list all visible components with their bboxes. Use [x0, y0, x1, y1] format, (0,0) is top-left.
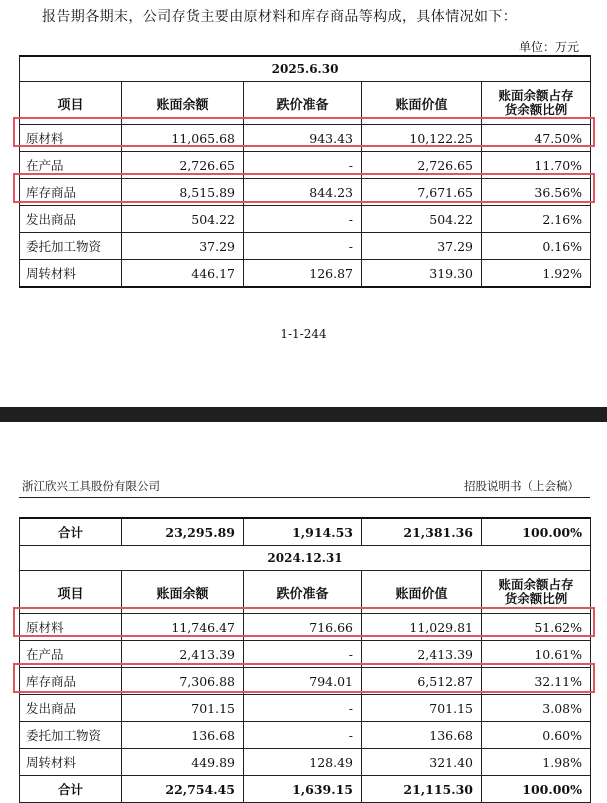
cell-book-balance: 446.17 — [122, 260, 244, 288]
cell-book-value: 136.68 — [362, 722, 482, 749]
table-row — [20, 641, 591, 668]
cell-total-label: 合计 — [20, 776, 122, 803]
table-row — [20, 179, 591, 206]
table-date: 2025.6.30 — [20, 56, 591, 82]
cell-ratio: 47.50% — [482, 125, 591, 152]
cell-impairment: 1,639.15 — [244, 776, 362, 803]
cell-ratio: 10.61% — [482, 641, 591, 668]
cell-item: 委托加工物资 — [20, 233, 122, 260]
cell-impairment: - — [244, 206, 362, 233]
cell-impairment: 943.43 — [244, 125, 362, 152]
table-row — [20, 260, 591, 288]
ratio-header-line2: 货余额比例 — [504, 590, 568, 606]
cell-ratio: 0.16% — [482, 233, 591, 260]
cell-item: 在产品 — [20, 641, 122, 668]
table-row — [20, 233, 591, 260]
cell-ratio: 2.16% — [482, 206, 591, 233]
unit-label: 单位：万元 — [518, 40, 579, 54]
cell-ratio: 0.60% — [482, 722, 591, 749]
cell-book-balance: 504.22 — [122, 206, 244, 233]
cell-book-balance: 136.68 — [122, 722, 244, 749]
table-row — [20, 668, 591, 695]
table-row — [20, 614, 591, 641]
cell-impairment: - — [244, 722, 362, 749]
cell-book-balance: 23,295.89 — [122, 518, 244, 546]
table-total-row — [20, 518, 591, 546]
table-row — [20, 695, 591, 722]
col-header-item: 项目 — [20, 571, 122, 614]
cell-book-balance: 11,746.47 — [122, 614, 244, 641]
cell-item: 周转材料 — [20, 260, 122, 288]
page-header-rule — [19, 497, 590, 498]
cell-impairment: 1,914.53 — [244, 518, 362, 546]
cell-ratio: 100.00% — [482, 776, 591, 803]
inventory-table-2025-06-30 — [19, 55, 591, 288]
cell-book-balance: 701.15 — [122, 695, 244, 722]
cell-ratio: 1.92% — [482, 260, 591, 288]
cell-impairment: 128.49 — [244, 749, 362, 776]
table-row — [20, 722, 591, 749]
cell-item: 周转材料 — [20, 749, 122, 776]
cell-book-value: 7,671.65 — [362, 179, 482, 206]
cell-book-value: 21,381.36 — [362, 518, 482, 546]
ratio-header-line2: 货余额比例 — [504, 101, 568, 117]
cell-item: 发出商品 — [20, 695, 122, 722]
cell-book-value: 6,512.87 — [362, 668, 482, 695]
col-header-book-balance: 账面余额 — [122, 82, 244, 125]
col-header-ratio — [482, 82, 591, 125]
cell-impairment: 844.23 — [244, 179, 362, 206]
cell-item: 库存商品 — [20, 179, 122, 206]
table-row — [20, 749, 591, 776]
table-total-row — [20, 776, 591, 803]
cell-book-balance: 2,413.39 — [122, 641, 244, 668]
col-header-impairment: 跌价准备 — [244, 82, 362, 125]
cell-book-value: 319.30 — [362, 260, 482, 288]
cell-impairment: - — [244, 152, 362, 179]
cell-book-value: 504.22 — [362, 206, 482, 233]
table-header-row — [20, 571, 591, 614]
table-row — [20, 125, 591, 152]
cell-book-balance: 37.29 — [122, 233, 244, 260]
col-header-item: 项目 — [20, 82, 122, 125]
inventory-table-2024-12-31 — [19, 517, 591, 803]
table-row — [20, 206, 591, 233]
cell-item: 在产品 — [20, 152, 122, 179]
cell-impairment: - — [244, 233, 362, 260]
table-date-row — [20, 56, 591, 82]
cell-ratio: 36.56% — [482, 179, 591, 206]
cell-book-balance: 8,515.89 — [122, 179, 244, 206]
cell-book-balance: 2,726.65 — [122, 152, 244, 179]
table-header-row — [20, 82, 591, 125]
cell-impairment: - — [244, 641, 362, 668]
cell-ratio: 51.62% — [482, 614, 591, 641]
col-header-book-value: 账面价值 — [362, 571, 482, 614]
cell-book-value: 10,122.25 — [362, 125, 482, 152]
cell-ratio: 3.08% — [482, 695, 591, 722]
cell-ratio: 100.00% — [482, 518, 591, 546]
cell-item: 发出商品 — [20, 206, 122, 233]
cell-item: 原材料 — [20, 614, 122, 641]
cell-book-balance: 11,065.68 — [122, 125, 244, 152]
cell-item: 委托加工物资 — [20, 722, 122, 749]
page-separator — [0, 407, 607, 422]
cell-book-balance: 22,754.45 — [122, 776, 244, 803]
cell-book-value: 11,029.81 — [362, 614, 482, 641]
cell-book-value: 321.40 — [362, 749, 482, 776]
cell-impairment: 126.87 — [244, 260, 362, 288]
cell-impairment: 716.66 — [244, 614, 362, 641]
cell-book-value: 21,115.30 — [362, 776, 482, 803]
page-number: 1-1-244 — [280, 327, 327, 341]
col-header-book-value: 账面价值 — [362, 82, 482, 125]
cell-ratio: 11.70% — [482, 152, 591, 179]
page-header-doc-title: 招股说明书（上会稿） — [464, 479, 579, 493]
cell-ratio: 32.11% — [482, 668, 591, 695]
col-header-impairment: 跌价准备 — [244, 571, 362, 614]
cell-item: 原材料 — [20, 125, 122, 152]
ratio-header-line1: 账面余额占存 — [498, 576, 574, 592]
cell-book-value: 2,726.65 — [362, 152, 482, 179]
cell-impairment: - — [244, 695, 362, 722]
col-header-book-balance: 账面余额 — [122, 571, 244, 614]
page-header-company: 浙江欣兴工具股份有限公司 — [22, 479, 160, 493]
cell-item: 库存商品 — [20, 668, 122, 695]
cell-book-value: 37.29 — [362, 233, 482, 260]
cell-book-balance: 7,306.88 — [122, 668, 244, 695]
cell-ratio: 1.98% — [482, 749, 591, 776]
table-row — [20, 152, 591, 179]
table-date: 2024.12.31 — [20, 546, 591, 571]
cell-book-balance: 449.89 — [122, 749, 244, 776]
ratio-header-line1: 账面余额占存 — [498, 87, 574, 103]
intro-text: 报告期各期末，公司存货主要由原材料和库存商品等构成，具体情况如下： — [42, 9, 518, 25]
cell-total-label: 合计 — [20, 518, 122, 546]
table-date-row — [20, 546, 591, 571]
cell-book-value: 701.15 — [362, 695, 482, 722]
cell-impairment: 794.01 — [244, 668, 362, 695]
col-header-ratio — [482, 571, 591, 614]
cell-book-value: 2,413.39 — [362, 641, 482, 668]
